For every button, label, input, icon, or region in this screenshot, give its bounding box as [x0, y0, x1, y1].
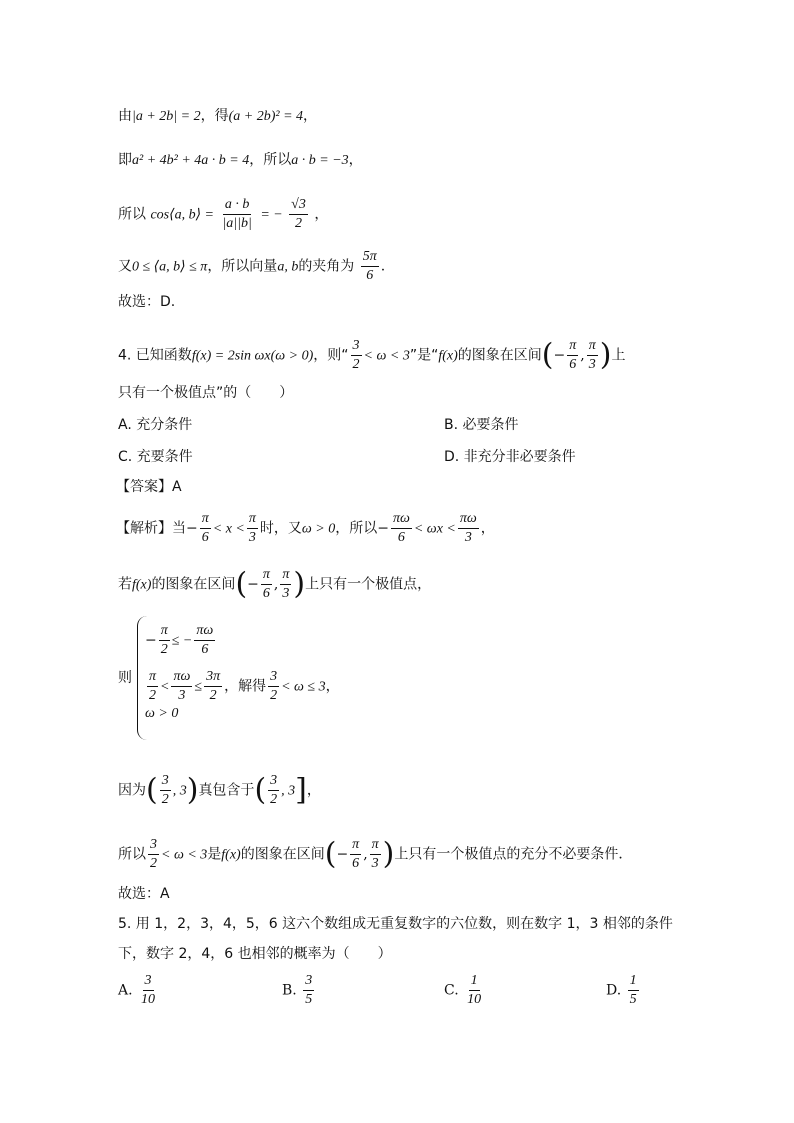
fraction [628, 972, 639, 1009]
text: 上 [611, 347, 626, 364]
denominator: 6 [397, 530, 405, 545]
fraction [350, 836, 361, 873]
formula: a, b [277, 259, 299, 275]
text: ，所以 [249, 152, 292, 168]
numerator: π [200, 510, 211, 529]
paren: ) [382, 836, 395, 872]
option-a: A. 充分条件 [118, 417, 193, 433]
numerator: 3 [148, 836, 159, 855]
denominator: 2 [209, 688, 217, 703]
q5-option-c [444, 972, 485, 1009]
text: ， [348, 152, 363, 168]
then-label: 则 [118, 670, 132, 686]
fraction [587, 337, 598, 374]
formula: (a + 2b)² = 4 [228, 109, 304, 124]
numerator: a · b [223, 196, 252, 215]
denominator: 2 [150, 856, 157, 871]
question-4: 4. 已知函数f(x) = 2sin ωx(ω > 0)，则“ $\frac{3}{2}$ < ω < 3”是“f(x)的图象在区间(− $\frac{\pi}{6}$ , $\frac{\pi}{3}$ )上 [118, 337, 626, 373]
line-1 [118, 106, 317, 127]
text: 【解析】当 [116, 520, 186, 537]
denominator: 10 [467, 992, 482, 1007]
formula: < ω ≤ 3 [281, 679, 326, 695]
numerator: 3 [351, 337, 362, 356]
fraction [289, 196, 308, 233]
question-5-line-1: 5. 用 1，2，3，4，5，6 这六个数组成无重复数字的六位数，则在数字 1，3 相邻的条件 [118, 916, 673, 932]
fraction [458, 510, 479, 547]
formula: f(x) = 2sin ωx(ω > 0) [191, 348, 314, 364]
denominator: |a||b| [222, 216, 252, 231]
text: 的图象在区间 [151, 576, 236, 593]
analysis-line-2: 若f(x)的图象在区间(− $\frac{\pi}{6}$ , $\frac{\pi}{3}$ )上只有一个极值点， [118, 566, 432, 602]
text: ，得 [200, 108, 229, 124]
text: 所以 [118, 206, 146, 223]
paren: ( [235, 566, 248, 602]
denominator: 3 [371, 856, 379, 871]
numerator: 3 [303, 972, 314, 991]
numerator: π [587, 337, 598, 356]
text: 因为 [118, 782, 146, 799]
option-label: A. [118, 982, 133, 999]
numerator: πω [171, 668, 192, 687]
option-c: C. 充要条件 [118, 449, 193, 465]
fraction [261, 566, 272, 603]
analysis-line-4: 所以 $\frac{3}{2}$ < ω < 3是f(x)的图象在区间(− $\frac{\pi}{6}$ , $\frac{\pi}{3}$ )上只有一个极值点的充分不必要条件． [118, 836, 633, 872]
denominator: 2 [352, 357, 360, 372]
text: 所以 [118, 846, 146, 863]
numerator: 3 [160, 772, 171, 791]
line-2 [118, 150, 363, 171]
numerator: 1 [469, 972, 480, 991]
formula: < ωx < [413, 521, 456, 537]
denominator: 3 [464, 530, 472, 545]
numerator: 3π [204, 668, 222, 687]
denominator: 10 [141, 992, 156, 1007]
text: ，所以向量 [207, 258, 278, 275]
text: 即 [118, 152, 132, 168]
q5-option-d [606, 972, 641, 1009]
text: ， [306, 782, 321, 799]
q5-option-a [118, 972, 159, 1009]
option-label: C. [444, 982, 459, 999]
fraction [159, 622, 170, 659]
fraction [139, 972, 157, 1009]
numerator: π [350, 836, 361, 855]
fraction [567, 337, 578, 374]
text: ， [325, 678, 340, 695]
denominator: 2 [149, 688, 156, 703]
formula: f(x) [221, 847, 241, 863]
question-4-line-2: 只有一个极值点”的（ ） [118, 385, 294, 401]
choice-line: 故选：D. [118, 294, 176, 310]
paren: ( [324, 836, 337, 872]
text: 4. 已知函数 [118, 347, 192, 364]
q5-option-b [282, 972, 316, 1009]
fraction [268, 668, 279, 705]
line-3 [118, 196, 328, 233]
paren: ( [541, 337, 554, 373]
text: 的夹角为 [298, 258, 355, 275]
text: 真包含于 [198, 782, 255, 799]
option-d: D. 非充分非必要条件 [444, 449, 576, 465]
fraction [303, 972, 314, 1009]
text: 上只有一个极值点的充分不必要条件． [394, 846, 633, 863]
numerator: 3 [143, 972, 154, 991]
line-4 [118, 248, 385, 285]
paren: ) [599, 337, 612, 373]
option-label: D. [606, 982, 622, 999]
numerator: π [147, 668, 158, 687]
choice-line-2: 故选：A [118, 886, 170, 902]
formula: ≤ [194, 679, 203, 695]
paren: ( [254, 772, 267, 808]
denominator: 6 [352, 856, 360, 871]
analysis-line-1: 【解析】当− $\frac{\pi}{6}$ < x < $\frac{\pi}{3}$ 时，又ω > 0，所以− $\frac{\pi\omega}{6}$ < ωx < $\frac{\pi\omega}{3}$ ， [116, 511, 495, 545]
denominator: 2 [160, 642, 168, 657]
fraction [391, 510, 412, 547]
fraction [160, 772, 171, 809]
formula: f(x) [438, 348, 458, 364]
formula: , 3 [281, 783, 296, 799]
text: ，所以 [335, 520, 378, 537]
fraction [465, 972, 483, 1009]
formula: 0 ≤ ⟨a, b⟩ ≤ π [132, 259, 208, 275]
formula: f(x) [132, 577, 152, 593]
fraction [147, 668, 158, 705]
text: ，解得 [224, 678, 267, 695]
denominator: 6 [569, 357, 577, 372]
fraction [148, 836, 159, 873]
numerator: π [159, 622, 170, 641]
numerator: πω [391, 510, 412, 529]
denominator: 6 [201, 530, 209, 545]
denominator: 2 [161, 792, 169, 807]
numerator: 5π [361, 248, 379, 267]
formula: < ω < 3 [363, 348, 410, 364]
formula: |a + 2b| = 2 [132, 109, 201, 124]
text: ， [303, 108, 318, 124]
text: 是 [207, 846, 222, 863]
fraction [351, 337, 362, 374]
denominator: 3 [248, 530, 256, 545]
system-line-3: ω > 0 [145, 706, 179, 721]
answer: 【答案】A [116, 479, 182, 495]
text: . [380, 258, 386, 275]
fraction [171, 668, 192, 705]
text: ， [480, 520, 495, 537]
numerator: π [261, 566, 272, 585]
formula: < x < [212, 521, 245, 537]
paren: ( [146, 772, 158, 808]
formula: ω > 0 [301, 521, 336, 537]
text: 上只有一个极值点， [305, 576, 432, 593]
numerator: π [567, 337, 578, 356]
formula: < [160, 679, 170, 695]
option-label: B. [282, 982, 297, 999]
text: ”是“ [409, 347, 439, 364]
fraction [247, 510, 258, 547]
denominator: 2 [270, 792, 278, 807]
formula: a · b = −3 [291, 153, 349, 168]
numerator: 3 [268, 772, 279, 791]
text: ， [314, 206, 329, 223]
numerator: πω [194, 622, 215, 641]
text: 的图象在区间 [457, 347, 542, 364]
text: 的图象在区间 [240, 846, 325, 863]
option-b: B. 必要条件 [444, 417, 519, 433]
formula: a² + 4b² + 4a · b = 4 [132, 153, 250, 168]
fraction [268, 772, 279, 809]
fraction [204, 668, 222, 705]
question-5-line-2: 下，数字 2，4，6 也相邻的概率为（ ） [118, 946, 392, 962]
denominator: 2 [295, 216, 303, 231]
text: 若 [118, 576, 132, 593]
numerator: 1 [628, 972, 639, 991]
numerator: π [370, 836, 381, 855]
system-line-1: − $\frac{\pi}{2}$ ≤ − $\frac{\pi\omega}{6}$ [145, 623, 214, 657]
fraction [200, 510, 211, 547]
text: 由 [118, 108, 132, 124]
formula: < ω < 3 [161, 847, 208, 863]
paren: ] [295, 772, 307, 808]
denominator: 3 [178, 688, 186, 703]
denominator: 3 [282, 586, 290, 601]
fraction [361, 248, 379, 285]
denominator: 5 [305, 992, 313, 1007]
fraction [194, 622, 215, 659]
text: ，则“ [313, 347, 349, 364]
fraction [220, 196, 253, 233]
denominator: 6 [201, 642, 209, 657]
paren: ) [186, 772, 199, 808]
denominator: 3 [588, 357, 596, 372]
denominator: 2 [270, 688, 278, 703]
numerator: π [247, 510, 258, 529]
formula: ≤ − [171, 633, 193, 649]
paren: ) [293, 566, 306, 602]
denominator: 5 [629, 992, 637, 1007]
numerator: √3 [289, 196, 308, 215]
fraction [280, 566, 291, 603]
formula: = − [260, 207, 283, 223]
text: 时，又 [259, 520, 302, 537]
text: 又 [118, 258, 132, 275]
fraction [370, 836, 381, 873]
numerator: π [280, 566, 291, 585]
system-line-2 [145, 668, 340, 705]
numerator: 3 [268, 668, 279, 687]
numerator: πω [458, 510, 479, 529]
analysis-line-3 [118, 772, 321, 809]
denominator: 6 [366, 268, 374, 283]
formula: , 3 [172, 783, 187, 799]
formula: cos⟨a, b⟩ = [150, 207, 214, 223]
denominator: 6 [262, 586, 270, 601]
